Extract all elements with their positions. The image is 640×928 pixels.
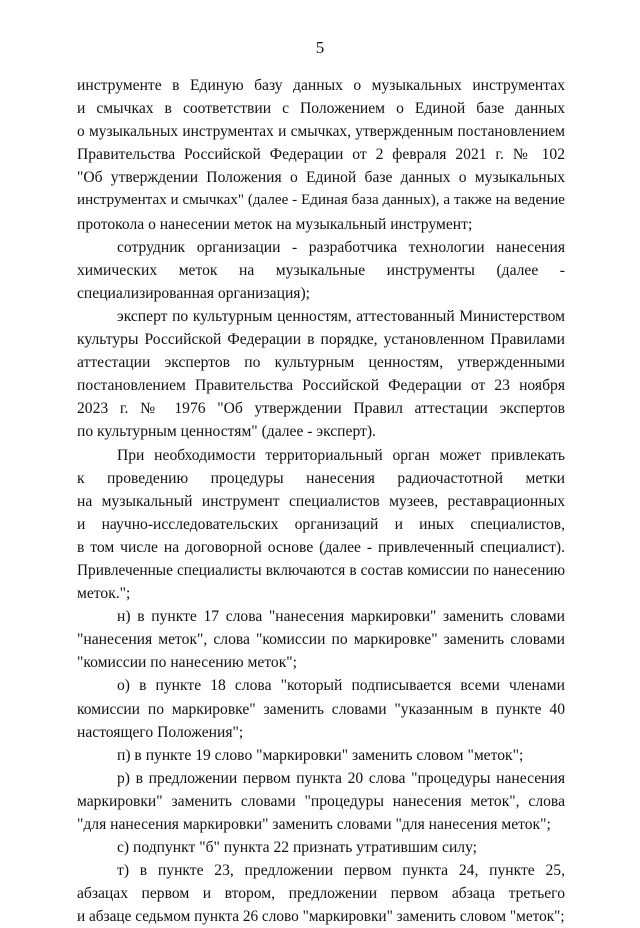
text-line: п) в пункте 19 слово "маркировки" заменить словом "меток";: [117, 746, 524, 764]
text-line: "Об утверждении Положения о Единой базе данных о музыкальных: [77, 169, 565, 187]
text-line: и смычках в соответствии с Положением о Единой базе данных: [77, 100, 565, 118]
text-line: инструменте в Единую базу данных о музыкальных инструментах: [77, 77, 565, 94]
text-line: протокола о нанесении меток на музыкальный инструмент;: [77, 215, 473, 233]
text-line: Привлеченные специалисты включаются в состав комиссии по нанесению: [77, 561, 565, 579]
text-line: При необходимости территориальный орган может привлекать: [117, 446, 565, 464]
text-line: Правительства Российской Федерации от 2 февраля 2021 г. № 102: [77, 146, 565, 164]
text-line: в том числе на договорной основе (далее - привлеченный специалист).: [77, 538, 565, 556]
text-line: меток.";: [77, 585, 131, 603]
text-line: с) подпункт "б" пункта 22 признать утратившим силу;: [117, 839, 478, 857]
text-line: инструментах и смычках" (далее - Единая база данных), а также на ведение: [77, 192, 565, 209]
text-line: "комиссии по нанесению меток";: [77, 654, 297, 672]
text-line: "для нанесения маркировки" заменить словами "для нанесения меток";: [77, 816, 551, 833]
text-line: культуры Российской Федерации в порядке, установленном Правилами: [77, 331, 565, 349]
text-line: о) в пункте 18 слова "который подписывается всеми членами: [117, 677, 565, 695]
text-line: р) в предложении первом пункта 20 слова "процедуры нанесения: [117, 769, 565, 787]
document-body: [77, 74, 565, 928]
text-line: маркировки" заменить словами "процедуры нанесения меток", слова: [77, 792, 565, 810]
text-line: 2023 г. № 1976 "Об утверждении Правил аттестации экспертов: [77, 400, 565, 418]
text-line: абзацах первом и втором, предложении первом абзаца третьего: [77, 885, 565, 903]
text-line: "нанесения меток", слова "комиссии по маркировке" заменить словами: [77, 631, 565, 649]
text-line: н) в пункте 17 слова "нанесения маркировки" заменить словами: [117, 608, 565, 626]
text-line: настоящего Положения";: [77, 723, 244, 741]
text-line: сотрудник организации - разработчика технологии нанесения: [117, 238, 565, 256]
page-number: 5: [315, 38, 325, 57]
text-line: комиссии по маркировке" заменить словами "указанным в пункте 40: [77, 700, 565, 718]
text-line: эксперт по культурным ценностям, аттестованный Министерством: [117, 307, 565, 325]
text-line: специализированная организация);: [77, 284, 310, 302]
text-line: на музыкальный инструмент специалистов музеев, реставрационных: [77, 492, 565, 510]
text-line: и научно-исследовательских организаций и иных специалистов,: [77, 515, 565, 533]
text-line: т) в пункте 23, предложении первом пункта 24, пункте 25,: [117, 862, 565, 880]
text-line: химических меток на музыкальные инструменты (далее -: [77, 261, 565, 279]
text-line: постановлением Правительства Российской Федерации от 23 ноября: [77, 377, 565, 395]
text-line: о музыкальных инструментах и смычках, утвержденным постановлением: [77, 123, 565, 141]
text-line: аттестации экспертов по культурным ценностям, утвержденными: [77, 354, 565, 372]
text-line: и абзаце седьмом пункта 26 слово "маркировки" заменить словом "меток";: [77, 908, 565, 926]
text-line: к проведению процедуры нанесения радиочастотной метки: [77, 469, 565, 487]
text-line: по культурным ценностям" (далее - эксперт).: [77, 423, 376, 441]
